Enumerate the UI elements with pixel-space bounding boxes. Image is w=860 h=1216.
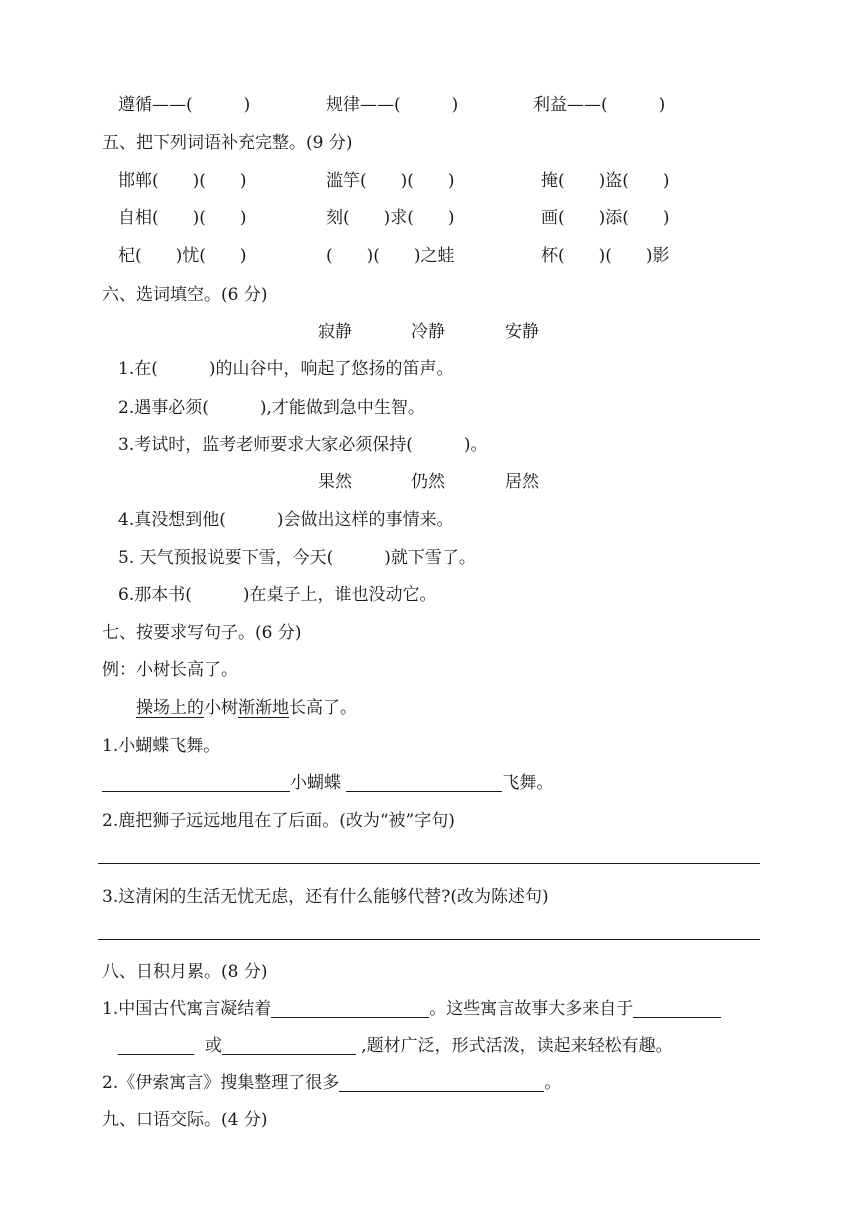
q9-heading: 九、口语交际。(4 分) bbox=[102, 1110, 268, 1130]
q8-line-2a: 或 bbox=[204, 1036, 222, 1056]
answer-blank[interactable] bbox=[271, 999, 429, 1018]
q5-r2-c1: 自相( )( ) bbox=[118, 208, 247, 228]
answer-blank[interactable] bbox=[102, 773, 290, 792]
q7-item-1-mid: 小蝴蝶 bbox=[290, 773, 341, 793]
q5-r1-c1: 邯郸( )( ) bbox=[118, 171, 247, 191]
q5-r2-c3: 画( )添( ) bbox=[541, 208, 670, 228]
q8-line-1a: 1.中国古代寓言凝结着 bbox=[102, 999, 272, 1019]
example-underlined-phrase-2: 渐渐地 bbox=[238, 698, 289, 718]
q5-r1-c2: 滥竽( )( ) bbox=[326, 171, 455, 191]
q5-r2-c2: 刻( )求( ) bbox=[326, 208, 455, 228]
q6-word-4: 果然 bbox=[318, 472, 352, 492]
q6-sentence-5: 5. 天气预报说要下雪，今天( )就下雪了。 bbox=[118, 548, 476, 568]
example-text-2: 长高了。 bbox=[289, 698, 357, 718]
q8-line-3 bbox=[102, 1071, 561, 1095]
q6-sentence-4: 4.真没想到他( )会做出这样的事情来。 bbox=[118, 510, 454, 530]
q5-r1-c3: 掩( )盗( ) bbox=[541, 171, 670, 191]
q6-word-2: 冷静 bbox=[411, 322, 445, 342]
answer-blank[interactable] bbox=[346, 773, 502, 792]
q6-word-5: 仍然 bbox=[411, 472, 445, 492]
q7-item-1-answer-line bbox=[102, 771, 553, 795]
answer-blank[interactable] bbox=[222, 1036, 356, 1055]
q8-line-3b: 。 bbox=[544, 1073, 562, 1093]
q4-item-3: 利益——( ) bbox=[533, 95, 666, 115]
q8-line-3a: 2.《伊索寓言》搜集整理了很多 bbox=[102, 1073, 340, 1093]
q6-word-1: 寂静 bbox=[318, 322, 352, 342]
q6-sentence-3: 3.考试时，监考老师要求大家必须保持( )。 bbox=[118, 435, 488, 455]
q7-item-1: 1.小蝴蝶飞舞。 bbox=[102, 736, 221, 756]
q8-heading: 八、日积月累。(8 分) bbox=[102, 962, 268, 982]
q6-heading: 六、选词填空。(6 分) bbox=[102, 285, 268, 305]
q8-line-2 bbox=[118, 1034, 673, 1058]
q5-heading: 五、把下列词语补充完整。(9 分) bbox=[102, 133, 353, 153]
q4-item-1: 遵循——( ) bbox=[118, 95, 251, 115]
q5-r3-c3: 杯( )( )影 bbox=[541, 246, 670, 266]
q5-r3-c2: ( )( )之蛙 bbox=[326, 246, 455, 266]
q7-item-3: 3.这清闲的生活无忧无虑，还有什么能够代替?(改为陈述句) bbox=[102, 887, 549, 907]
q8-line-2b: ,题材广泛，形式活泼，读起来轻松有趣。 bbox=[361, 1036, 673, 1056]
example-text-1: 小树 bbox=[204, 698, 238, 718]
q7-item-1-end: 飞舞。 bbox=[502, 773, 554, 793]
answer-blank[interactable] bbox=[118, 1036, 194, 1055]
q8-line-1b: 。这些寓言故事大多来自于 bbox=[429, 999, 634, 1019]
q6-sentence-1: 1.在( )的山谷中，响起了悠扬的笛声。 bbox=[118, 359, 454, 379]
answer-blank[interactable] bbox=[633, 999, 721, 1018]
q7-item-2: 2.鹿把狮子远远地甩在了后面。(改为“被”字句) bbox=[102, 811, 455, 831]
q4-item-2: 规律——( ) bbox=[326, 95, 459, 115]
q7-example-label: 例：小树长高了。 bbox=[102, 660, 238, 680]
q6-word-6: 居然 bbox=[505, 472, 539, 492]
answer-line[interactable] bbox=[98, 939, 760, 940]
q7-example-sentence bbox=[136, 696, 357, 720]
q7-heading: 七、按要求写句子。(6 分) bbox=[102, 623, 302, 643]
q5-r3-c1: 杞( )忧( ) bbox=[118, 246, 247, 266]
q6-word-3: 安静 bbox=[505, 322, 539, 342]
q6-sentence-2: 2.遇事必须( ),才能做到急中生智。 bbox=[118, 398, 425, 418]
answer-blank[interactable] bbox=[339, 1073, 544, 1092]
example-underlined-phrase-1: 操场上的 bbox=[136, 698, 204, 718]
q6-sentence-6: 6.那本书( )在桌子上，谁也没动它。 bbox=[118, 585, 437, 605]
q8-line-1 bbox=[102, 997, 721, 1021]
answer-line[interactable] bbox=[98, 863, 760, 864]
